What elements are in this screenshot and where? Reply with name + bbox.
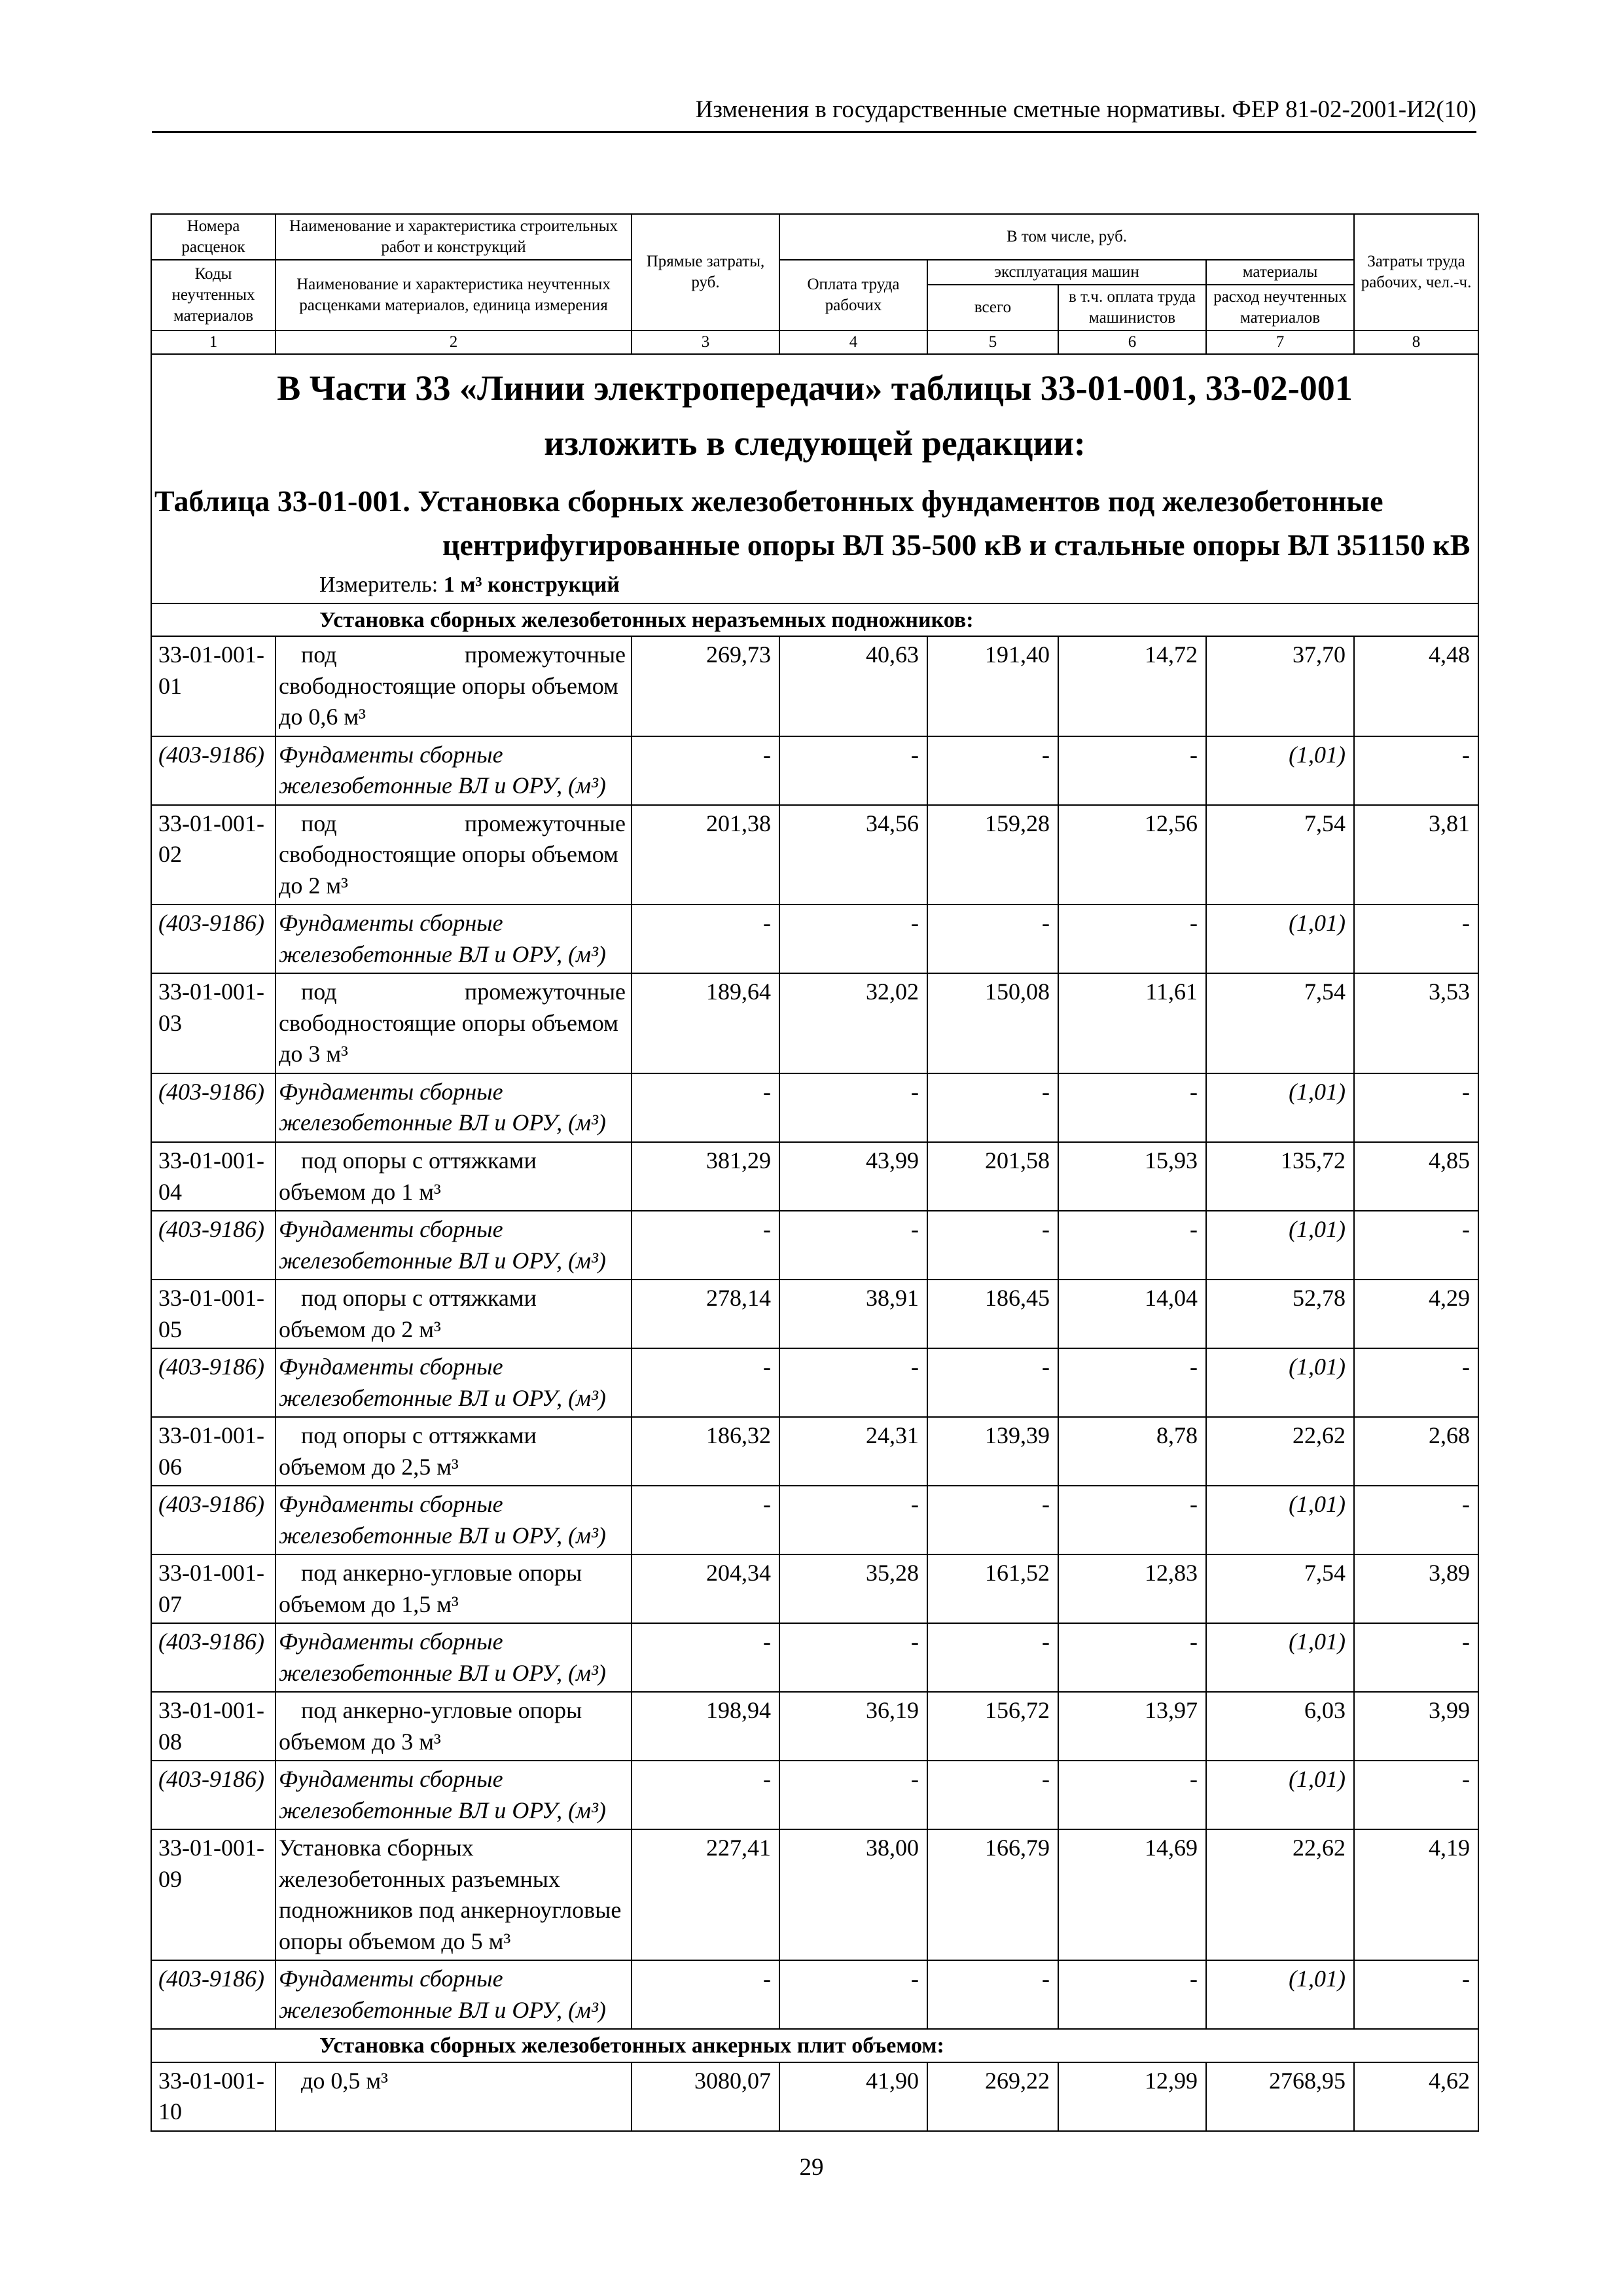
machines-total-value: 139,39 [927, 1417, 1058, 1486]
rate-code: 33-01-001-02 [151, 805, 276, 905]
material-row [151, 1623, 1478, 1692]
direct-costs-value: 198,94 [632, 1692, 779, 1761]
worker-pay-dash: - [779, 1623, 927, 1692]
part-title [152, 361, 1478, 471]
machines-total-value: 159,28 [927, 805, 1058, 905]
direct-costs-dash: - [632, 905, 779, 973]
material-quantity: (1,01) [1206, 1486, 1354, 1554]
work-name-text: под опоры с оттяжками объемом до 2,5 м³ [279, 1422, 537, 1480]
rate-code: 33-01-001-10 [151, 2062, 276, 2131]
machines-total-value: 201,58 [927, 1142, 1058, 1211]
column-number: 2 [276, 331, 632, 354]
material-code: (403-9186) [151, 905, 276, 973]
worker-pay-value: 35,28 [779, 1554, 927, 1623]
work-name-text: под опоры с оттяжками объемом до 2 м³ [279, 1285, 537, 1342]
machinist-pay-dash: - [1058, 1761, 1206, 1829]
worker-pay-value: 41,90 [779, 2062, 927, 2131]
header-worker-pay: Оплата труда рабочих [779, 260, 927, 331]
material-row [151, 905, 1478, 973]
machines-total-value: 269,22 [927, 2062, 1058, 2131]
material-name: Фундаменты сборные железобетонные ВЛ и ОРУ, (м³) [276, 1486, 632, 1554]
rate-row [151, 1829, 1478, 1960]
materials-value: 22,62 [1206, 1829, 1354, 1960]
material-row [151, 1211, 1478, 1280]
rate-code: 33-01-001-06 [151, 1417, 276, 1486]
machinist-pay-dash: - [1058, 1960, 1206, 2029]
materials-value: 2768,95 [1206, 2062, 1354, 2131]
material-quantity: (1,01) [1206, 1761, 1354, 1829]
header-machines-total: всего [927, 285, 1058, 331]
direct-costs-value: 3080,07 [632, 2062, 779, 2131]
material-code: (403-9186) [151, 1073, 276, 1142]
materials-value: 7,54 [1206, 973, 1354, 1073]
column-number: 1 [151, 331, 276, 354]
header-rate-numbers: Номера расценок [151, 214, 276, 260]
rate-row [151, 1142, 1478, 1211]
material-code: (403-9186) [151, 1486, 276, 1554]
machinist-pay-value: 8,78 [1058, 1417, 1206, 1486]
direct-costs-value: 227,41 [632, 1829, 779, 1960]
worker-pay-dash: - [779, 736, 927, 805]
rate-row [151, 1554, 1478, 1623]
worker-pay-dash: - [779, 905, 927, 973]
material-row [151, 1348, 1478, 1417]
rate-code: 33-01-001-07 [151, 1554, 276, 1623]
labor-dash: - [1354, 1623, 1478, 1692]
worker-pay-value: 36,19 [779, 1692, 927, 1761]
rate-code: 33-01-001-09 [151, 1829, 276, 1960]
labor-dash: - [1354, 736, 1478, 805]
labor-value: 3,99 [1354, 1692, 1478, 1761]
material-name: Фундаменты сборные железобетонные ВЛ и ОРУ, (м³) [276, 1623, 632, 1692]
direct-costs-value: 278,14 [632, 1280, 779, 1348]
worker-pay-dash: - [779, 1348, 927, 1417]
labor-value: 3,89 [1354, 1554, 1478, 1623]
running-header: Изменения в государственные сметные нормативы. ФЕР 81-02-2001-И2(10) [152, 96, 1476, 133]
direct-costs-value: 269,73 [632, 636, 779, 736]
machines-total-dash: - [927, 1486, 1058, 1554]
work-name-rest: свободностоящие опоры объемом до 0,6 м³ [279, 672, 618, 730]
direct-costs-value: 204,34 [632, 1554, 779, 1623]
machinist-pay-dash: - [1058, 1623, 1206, 1692]
material-row [151, 1960, 1478, 2029]
header-direct-costs: Прямые затраты, руб. [632, 214, 779, 331]
labor-dash: - [1354, 1960, 1478, 2029]
machines-total-value: 191,40 [927, 636, 1058, 736]
rate-row [151, 636, 1478, 736]
work-name-text: Установка сборных железобетонных разъемных подножников под анкерноугловые опоры объемом до 5 м³ [279, 1835, 622, 1954]
measure-unit [319, 573, 1478, 598]
material-quantity: (1,01) [1206, 736, 1354, 805]
materials-value: 52,78 [1206, 1280, 1354, 1348]
header-machines: эксплуатация машин [927, 260, 1206, 285]
norms-table [151, 213, 1479, 2132]
labor-value: 3,53 [1354, 973, 1478, 1073]
direct-costs-dash: - [632, 1761, 779, 1829]
part-title-line-1: В Части 33 «Линии электропередачи» таблицы 33-01-001, 33-02-001 [277, 368, 1353, 408]
machinist-pay-value: 14,72 [1058, 636, 1206, 736]
worker-pay-value: 43,99 [779, 1142, 927, 1211]
work-name [276, 805, 632, 905]
page-number: 29 [799, 2154, 824, 2181]
direct-costs-value: 381,29 [632, 1142, 779, 1211]
work-name-word: под [301, 641, 337, 668]
material-quantity: (1,01) [1206, 1960, 1354, 2029]
materials-value: 37,70 [1206, 636, 1354, 736]
work-name-word: под [301, 978, 337, 1005]
machinist-pay-value: 11,61 [1058, 973, 1206, 1073]
worker-pay-value: 38,00 [779, 1829, 927, 1960]
direct-costs-dash: - [632, 1960, 779, 2029]
worker-pay-dash: - [779, 1073, 927, 1142]
column-number: 5 [927, 331, 1058, 354]
worker-pay-value: 24,31 [779, 1417, 927, 1486]
machines-total-value: 156,72 [927, 1692, 1058, 1761]
machinist-pay-value: 14,69 [1058, 1829, 1206, 1960]
labor-dash: - [1354, 905, 1478, 973]
column-number: 8 [1354, 331, 1478, 354]
machines-total-value: 150,08 [927, 973, 1058, 1073]
material-name: Фундаменты сборные железобетонные ВЛ и ОРУ, (м³) [276, 736, 632, 805]
header-material-codes: Коды неучтенных материалов [151, 260, 276, 331]
section-heading: Установка сборных железобетонных анкерных плит объемом: [151, 2029, 1478, 2062]
machines-total-dash: - [927, 736, 1058, 805]
worker-pay-dash: - [779, 1960, 927, 2029]
rate-row [151, 1692, 1478, 1761]
work-name [276, 1692, 632, 1761]
material-code: (403-9186) [151, 1960, 276, 2029]
material-row [151, 1073, 1478, 1142]
rate-code: 33-01-001-03 [151, 973, 276, 1073]
machinist-pay-value: 12,56 [1058, 805, 1206, 905]
header-including: В том числе, руб. [779, 214, 1354, 260]
part-title-line-2: изложить в следующей редакции: [544, 423, 1086, 463]
rate-row [151, 1417, 1478, 1486]
rate-row [151, 973, 1478, 1073]
materials-value: 6,03 [1206, 1692, 1354, 1761]
machinist-pay-dash: - [1058, 905, 1206, 973]
material-name: Фундаменты сборные железобетонные ВЛ и ОРУ, (м³) [276, 1073, 632, 1142]
column-number: 7 [1206, 331, 1354, 354]
work-name-text: под анкерно-угловые опоры объемом до 3 м³ [279, 1697, 582, 1755]
worker-pay-value: 38,91 [779, 1280, 927, 1348]
machines-total-value: 161,52 [927, 1554, 1058, 1623]
column-number: 6 [1058, 331, 1206, 354]
worker-pay-dash: - [779, 1211, 927, 1280]
materials-value: 135,72 [1206, 1142, 1354, 1211]
rate-row [151, 1280, 1478, 1348]
materials-value: 22,62 [1206, 1417, 1354, 1486]
direct-costs-value: 186,32 [632, 1417, 779, 1486]
material-name: Фундаменты сборные железобетонные ВЛ и ОРУ, (м³) [276, 1211, 632, 1280]
labor-value: 3,81 [1354, 805, 1478, 905]
machinist-pay-dash: - [1058, 1073, 1206, 1142]
header-material-names: Наименование и характеристика неучтенных расценками материалов, единица измерения [276, 260, 632, 331]
work-name [276, 1417, 632, 1486]
direct-costs-dash: - [632, 1486, 779, 1554]
direct-costs-dash: - [632, 1623, 779, 1692]
machines-total-value: 166,79 [927, 1829, 1058, 1960]
material-row [151, 736, 1478, 805]
material-name: Фундаменты сборные железобетонные ВЛ и ОРУ, (м³) [276, 1761, 632, 1829]
worker-pay-dash: - [779, 1761, 927, 1829]
material-code: (403-9186) [151, 736, 276, 805]
machinist-pay-value: 12,83 [1058, 1554, 1206, 1623]
material-name: Фундаменты сборные железобетонные ВЛ и ОРУ, (м³) [276, 1960, 632, 2029]
direct-costs-dash: - [632, 736, 779, 805]
materials-value: 7,54 [1206, 1554, 1354, 1623]
machinist-pay-value: 15,93 [1058, 1142, 1206, 1211]
work-name [276, 2062, 632, 2131]
machinist-pay-value: 14,04 [1058, 1280, 1206, 1348]
work-name [276, 1829, 632, 1960]
material-quantity: (1,01) [1206, 1623, 1354, 1692]
machines-total-dash: - [927, 1623, 1058, 1692]
work-name-rest: свободностоящие опоры объемом до 3 м³ [279, 1009, 618, 1067]
measure-value: 1 м³ конструкций [443, 572, 620, 597]
worker-pay-dash: - [779, 1486, 927, 1554]
direct-costs-value: 201,38 [632, 805, 779, 905]
machinist-pay-dash: - [1058, 736, 1206, 805]
material-quantity: (1,01) [1206, 1073, 1354, 1142]
work-name-rest: свободностоящие опоры объемом до 2 м³ [279, 841, 618, 899]
work-name-word: промежуточные [464, 810, 626, 836]
work-name [276, 1142, 632, 1211]
column-number: 3 [632, 331, 779, 354]
column-number: 4 [779, 331, 927, 354]
header-material-consumption: расход неучтенных материалов [1206, 285, 1354, 331]
material-code: (403-9186) [151, 1348, 276, 1417]
work-name [276, 1280, 632, 1348]
material-quantity: (1,01) [1206, 1348, 1354, 1417]
machinist-pay-dash: - [1058, 1486, 1206, 1554]
labor-dash: - [1354, 1211, 1478, 1280]
material-row [151, 1486, 1478, 1554]
machines-total-dash: - [927, 1073, 1058, 1142]
section-heading: Установка сборных железобетонных неразъемных подножников: [151, 603, 1478, 637]
work-name-word: промежуточные [464, 641, 626, 668]
rate-code: 33-01-001-08 [151, 1692, 276, 1761]
labor-dash: - [1354, 1348, 1478, 1417]
machines-total-dash: - [927, 1761, 1058, 1829]
rate-code: 33-01-001-04 [151, 1142, 276, 1211]
measure-label: Измеритель: [319, 572, 438, 597]
worker-pay-value: 34,56 [779, 805, 927, 905]
material-code: (403-9186) [151, 1761, 276, 1829]
header-machinist-pay: в т.ч. оплата труда машинистов [1058, 285, 1206, 331]
direct-costs-dash: - [632, 1211, 779, 1280]
labor-value: 4,48 [1354, 636, 1478, 736]
labor-value: 4,85 [1354, 1142, 1478, 1211]
machinist-pay-dash: - [1058, 1348, 1206, 1417]
material-code: (403-9186) [151, 1623, 276, 1692]
machines-total-dash: - [927, 1960, 1058, 2029]
material-row [151, 1761, 1478, 1829]
work-name [276, 973, 632, 1073]
labor-dash: - [1354, 1486, 1478, 1554]
material-quantity: (1,01) [1206, 905, 1354, 973]
machines-total-value: 186,45 [927, 1280, 1058, 1348]
direct-costs-dash: - [632, 1348, 779, 1417]
material-name: Фундаменты сборные железобетонные ВЛ и ОРУ, (м³) [276, 905, 632, 973]
rate-code: 33-01-001-01 [151, 636, 276, 736]
labor-dash: - [1354, 1073, 1478, 1142]
work-name [276, 636, 632, 736]
machinist-pay-value: 13,97 [1058, 1692, 1206, 1761]
machinist-pay-value: 12,99 [1058, 2062, 1206, 2131]
materials-value: 7,54 [1206, 805, 1354, 905]
header-materials: материалы [1206, 260, 1354, 285]
labor-value: 4,62 [1354, 2062, 1478, 2131]
header-work-name: Наименование и характеристика строительных работ и конструкций [276, 214, 632, 260]
work-name-text: под анкерно-угловые опоры объемом до 1,5 м³ [279, 1560, 582, 1617]
machines-total-dash: - [927, 1211, 1058, 1280]
labor-dash: - [1354, 1761, 1478, 1829]
labor-value: 4,19 [1354, 1829, 1478, 1960]
direct-costs-value: 189,64 [632, 973, 779, 1073]
material-quantity: (1,01) [1206, 1211, 1354, 1280]
worker-pay-value: 32,02 [779, 973, 927, 1073]
material-name: Фундаменты сборные железобетонные ВЛ и ОРУ, (м³) [276, 1348, 632, 1417]
machines-total-dash: - [927, 1348, 1058, 1417]
worker-pay-value: 40,63 [779, 636, 927, 736]
work-name-word: промежуточные [464, 978, 626, 1005]
work-name-text: до 0,5 м³ [301, 2067, 388, 2094]
material-code: (403-9186) [151, 1211, 276, 1280]
table-title: Таблица 33-01-001. Установка сборных железобетонных фундаментов под железобетонные центрифугированные опоры ВЛ 35-500 кВ и стальные опоры ВЛ 351150 кВ [154, 484, 1471, 562]
rate-code: 33-01-001-05 [151, 1280, 276, 1348]
labor-value: 4,29 [1354, 1280, 1478, 1348]
work-name-text: под опоры с оттяжками объемом до 1 м³ [279, 1147, 537, 1205]
rate-row [151, 2062, 1478, 2131]
work-name [276, 1554, 632, 1623]
direct-costs-dash: - [632, 1073, 779, 1142]
title-block [151, 354, 1478, 603]
header-labor: Затраты труда рабочих, чел.-ч. [1354, 214, 1478, 331]
labor-value: 2,68 [1354, 1417, 1478, 1486]
machines-total-dash: - [927, 905, 1058, 973]
rate-row [151, 805, 1478, 905]
work-name-word: под [301, 810, 337, 836]
machinist-pay-dash: - [1058, 1211, 1206, 1280]
